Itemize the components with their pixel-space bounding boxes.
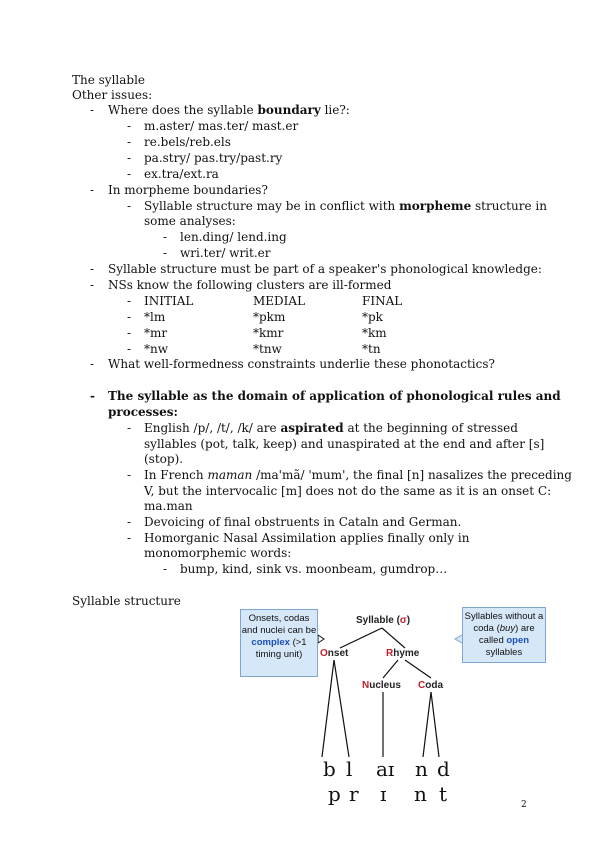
segment: l	[346, 757, 353, 781]
segment: d	[437, 757, 450, 781]
segment: aɪ	[376, 757, 395, 781]
table-cell: *tn	[362, 342, 381, 356]
dash: -	[90, 103, 95, 117]
segment: ɪ	[380, 782, 387, 806]
segment: n	[414, 782, 427, 806]
bullet-domain-heading: The syllable as the domain of application of phonological rules and	[108, 389, 561, 403]
table-cell: *nw	[144, 342, 168, 356]
segment: r	[349, 782, 359, 806]
onset-node: Onset	[320, 648, 349, 659]
segment: n	[415, 757, 428, 781]
bullet-constraints: What well-formedness constraints underlie these phonotactics?	[108, 357, 495, 371]
list-item: pa.stry/ pas.try/past.ry	[144, 151, 283, 165]
list-item: len.ding/ lend.ing	[180, 230, 287, 244]
table-cell: *km	[362, 326, 387, 340]
column-header: FINAL	[362, 294, 403, 308]
column-header: INITIAL	[144, 294, 194, 308]
page-number: 2	[521, 800, 527, 810]
page-title: The syllable	[72, 73, 146, 87]
bullet-knowledge: Syllable structure must be part of a speaker's phonological knowledge:	[108, 262, 542, 276]
nasal-item: Homorganic Nasal Assimilation applies finally only in	[144, 531, 470, 545]
french-item: In French maman /ma'mã/ 'mum', the final [n] nasalizes the preceding	[144, 468, 572, 482]
morpheme-conflict: Syllable structure may be in conflict with morpheme structure in	[144, 199, 547, 213]
section-heading: Syllable structure	[72, 594, 181, 608]
list-item: ex.tra/ext.ra	[144, 167, 219, 181]
complex-note-box: Onsets, codas and nuclei can be complex (>1 timing unit)	[240, 609, 318, 677]
table-cell: *lm	[144, 310, 166, 324]
column-header: MEDIAL	[253, 294, 306, 308]
list-item: re.bels/reb.els	[144, 135, 231, 149]
table-cell: *kmr	[253, 326, 284, 340]
table-cell: *tnw	[253, 342, 282, 356]
segment: t	[439, 782, 448, 806]
bullet-boundary: Where does the syllable boundary lie?:	[108, 103, 350, 117]
syllable-node: Syllable (σ)	[356, 615, 411, 626]
bullet-morpheme: In morpheme boundaries?	[108, 183, 268, 197]
coda-node: Coda	[418, 680, 444, 691]
table-cell: *pkm	[253, 310, 286, 324]
nucleus-node: Nucleus	[362, 680, 401, 691]
rhyme-node: Rhyme	[386, 648, 420, 659]
aspiration-item: English /p/, /t/, /k/ are aspirated at the beginning of stressed	[144, 421, 518, 435]
list-item: wri.ter/ writ.er	[180, 246, 271, 260]
segment: p	[328, 782, 341, 806]
bullet-clusters: NSs know the following clusters are ill-formed	[108, 278, 392, 292]
nasal-examples: bump, kind, sink vs. moonbeam, gumdrop…	[180, 562, 448, 576]
segment: b	[323, 757, 336, 781]
other-issues-heading: Other issues:	[72, 88, 153, 102]
devoicing-item: Devoicing of final obstruents in Cataln and German.	[144, 515, 462, 529]
list-item: m.aster/ mas.ter/ mast.er	[144, 119, 299, 133]
table-cell: *pk	[362, 310, 383, 324]
open-syllable-note-box: Syllables without a coda (buy) are called open syllables	[462, 607, 546, 663]
table-cell: *mr	[144, 326, 168, 340]
